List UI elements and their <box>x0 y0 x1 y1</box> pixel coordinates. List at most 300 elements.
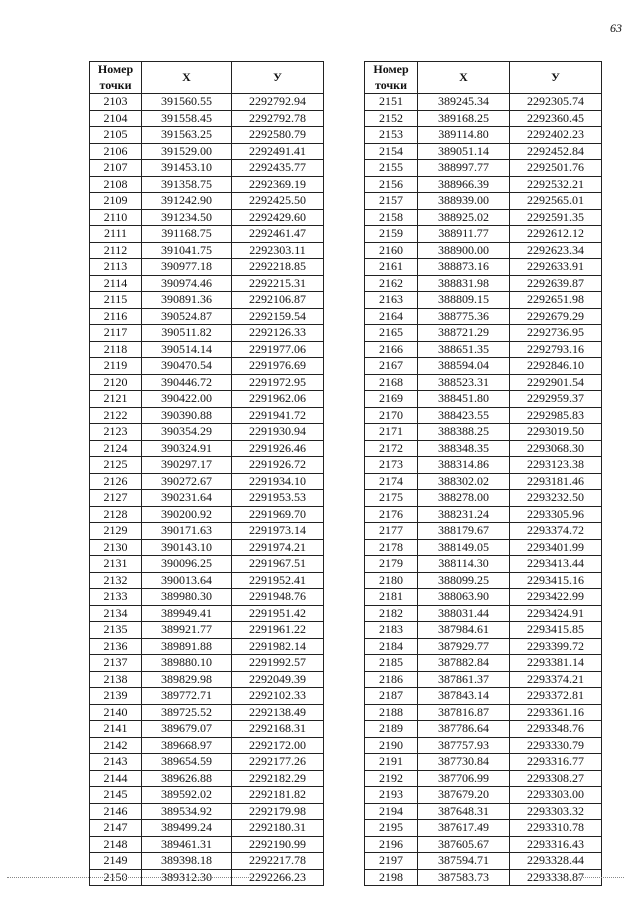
coordinates-table-left <box>89 61 324 886</box>
cell-point-number: 2160 <box>365 242 418 259</box>
cell-point-number: 2105 <box>90 127 142 144</box>
table-row <box>90 209 324 226</box>
table-row <box>365 820 602 837</box>
cell-point-number: 2139 <box>90 688 142 705</box>
cell-point-number: 2138 <box>90 671 142 688</box>
cell-x: 387843.14 <box>418 688 510 705</box>
table-row <box>90 589 324 606</box>
cell-y: 2293399.72 <box>510 638 602 655</box>
table-row <box>365 490 602 507</box>
cell-y: 2293338.87 <box>510 869 602 886</box>
cell-y: 2293308.27 <box>510 770 602 787</box>
table-row <box>90 704 324 721</box>
cell-x: 389921.77 <box>142 622 232 639</box>
table-row <box>90 754 324 771</box>
table-row <box>365 226 602 243</box>
cell-point-number: 2155 <box>365 160 418 177</box>
cell-point-number: 2195 <box>365 820 418 837</box>
cell-y: 2293415.85 <box>510 622 602 639</box>
table-row <box>365 127 602 144</box>
cell-point-number: 2190 <box>365 737 418 754</box>
cell-point-number: 2110 <box>90 209 142 226</box>
cell-x: 390096.25 <box>142 556 232 573</box>
cell-point-number: 2192 <box>365 770 418 787</box>
cell-y: 2292138.49 <box>232 704 324 721</box>
cell-x: 389725.52 <box>142 704 232 721</box>
table-row <box>365 143 602 160</box>
cell-y: 2293316.43 <box>510 836 602 853</box>
cell-point-number: 2119 <box>90 358 142 375</box>
cell-y: 2292305.74 <box>510 94 602 111</box>
cell-x: 391358.75 <box>142 176 232 193</box>
cell-point-number: 2181 <box>365 589 418 606</box>
table-row <box>90 671 324 688</box>
table-row <box>365 638 602 655</box>
cell-y: 2292181.82 <box>232 787 324 804</box>
table-row <box>365 704 602 721</box>
cell-y: 2292651.98 <box>510 292 602 309</box>
table-row <box>365 292 602 309</box>
cell-y: 2293415.16 <box>510 572 602 589</box>
cell-y: 2291969.70 <box>232 506 324 523</box>
cell-point-number: 2142 <box>90 737 142 754</box>
table-row <box>90 176 324 193</box>
cell-y: 2292792.94 <box>232 94 324 111</box>
cell-point-number: 2108 <box>90 176 142 193</box>
table-row <box>365 176 602 193</box>
cell-x: 389461.31 <box>142 836 232 853</box>
cell-x: 387786.64 <box>418 721 510 738</box>
cell-point-number: 2125 <box>90 457 142 474</box>
cell-y: 2292425.50 <box>232 193 324 210</box>
cell-x: 388179.67 <box>418 523 510 540</box>
cell-y: 2292565.01 <box>510 193 602 210</box>
cell-y: 2292461.47 <box>232 226 324 243</box>
cell-x: 390013.64 <box>142 572 232 589</box>
cell-x: 388721.29 <box>418 325 510 342</box>
table-row <box>90 787 324 804</box>
cell-y: 2291967.51 <box>232 556 324 573</box>
table-row <box>365 622 602 639</box>
cell-point-number: 2169 <box>365 391 418 408</box>
table-row <box>365 803 602 820</box>
cell-point-number: 2196 <box>365 836 418 853</box>
cell-y: 2293232.50 <box>510 490 602 507</box>
cell-point-number: 2130 <box>90 539 142 556</box>
cell-point-number: 2175 <box>365 490 418 507</box>
cell-point-number: 2157 <box>365 193 418 210</box>
cell-point-number: 2132 <box>90 572 142 589</box>
cell-x: 388388.25 <box>418 424 510 441</box>
cell-x: 388302.02 <box>418 473 510 490</box>
table-row <box>90 160 324 177</box>
table-row <box>365 341 602 358</box>
cell-y: 2292452.84 <box>510 143 602 160</box>
table-row <box>90 688 324 705</box>
cell-point-number: 2147 <box>90 820 142 837</box>
table-row <box>90 407 324 424</box>
cell-x: 388523.31 <box>418 374 510 391</box>
table-row <box>90 836 324 853</box>
cell-y: 2292846.10 <box>510 358 602 375</box>
cell-x: 389880.10 <box>142 655 232 672</box>
cell-point-number: 2189 <box>365 721 418 738</box>
cell-point-number: 2180 <box>365 572 418 589</box>
cell-point-number: 2154 <box>365 143 418 160</box>
table-row <box>90 853 324 870</box>
table-row <box>90 424 324 441</box>
cell-y: 2292180.31 <box>232 820 324 837</box>
table-row <box>365 506 602 523</box>
cell-y: 2293422.99 <box>510 589 602 606</box>
table-row <box>365 160 602 177</box>
cell-point-number: 2104 <box>90 110 142 127</box>
cell-y: 2292491.41 <box>232 143 324 160</box>
cell-y: 2292633.91 <box>510 259 602 276</box>
cell-point-number: 2170 <box>365 407 418 424</box>
cell-point-number: 2194 <box>365 803 418 820</box>
cell-y: 2292402.23 <box>510 127 602 144</box>
cell-x: 391234.50 <box>142 209 232 226</box>
cell-x: 388314.86 <box>418 457 510 474</box>
cell-point-number: 2174 <box>365 473 418 490</box>
footer-divider <box>578 877 624 878</box>
cell-point-number: 2115 <box>90 292 142 309</box>
cell-point-number: 2177 <box>365 523 418 540</box>
cell-x: 388348.35 <box>418 440 510 457</box>
table-row <box>365 655 602 672</box>
cell-x: 388775.36 <box>418 308 510 325</box>
cell-y: 2292623.34 <box>510 242 602 259</box>
table-row <box>90 275 324 292</box>
cell-x: 391560.55 <box>142 94 232 111</box>
cell-x: 388809.15 <box>418 292 510 309</box>
cell-y: 2293381.14 <box>510 655 602 672</box>
cell-x: 387861.37 <box>418 671 510 688</box>
cell-x: 390470.54 <box>142 358 232 375</box>
cell-y: 2291930.94 <box>232 424 324 441</box>
cell-point-number: 2158 <box>365 209 418 226</box>
cell-point-number: 2103 <box>90 94 142 111</box>
cell-x: 389654.59 <box>142 754 232 771</box>
cell-point-number: 2149 <box>90 853 142 870</box>
cell-point-number: 2112 <box>90 242 142 259</box>
table-row <box>365 275 602 292</box>
header-number-line1: Номер <box>373 62 409 76</box>
table-row <box>365 787 602 804</box>
cell-point-number: 2167 <box>365 358 418 375</box>
cell-point-number: 2137 <box>90 655 142 672</box>
table-row <box>90 374 324 391</box>
cell-y: 2292182.29 <box>232 770 324 787</box>
cell-point-number: 2183 <box>365 622 418 639</box>
cell-y: 2292501.76 <box>510 160 602 177</box>
cell-y: 2292435.77 <box>232 160 324 177</box>
cell-y: 2292217.78 <box>232 853 324 870</box>
cell-y: 2291926.46 <box>232 440 324 457</box>
cell-x: 387706.99 <box>418 770 510 787</box>
cell-point-number: 2159 <box>365 226 418 243</box>
table-row <box>90 605 324 622</box>
cell-x: 387757.93 <box>418 737 510 754</box>
cell-x: 387984.61 <box>418 622 510 639</box>
cell-x: 389245.34 <box>418 94 510 111</box>
cell-y: 2292901.54 <box>510 374 602 391</box>
cell-y: 2292429.60 <box>232 209 324 226</box>
page-number: 63 <box>610 21 622 35</box>
cell-x: 389668.97 <box>142 737 232 754</box>
cell-point-number: 2156 <box>365 176 418 193</box>
cell-x: 387730.84 <box>418 754 510 771</box>
cell-y: 2291951.42 <box>232 605 324 622</box>
cell-y: 2292218.85 <box>232 259 324 276</box>
cell-point-number: 2173 <box>365 457 418 474</box>
cell-x: 391242.90 <box>142 193 232 210</box>
cell-x: 390324.91 <box>142 440 232 457</box>
cell-point-number: 2122 <box>90 407 142 424</box>
cell-point-number: 2135 <box>90 622 142 639</box>
cell-y: 2291962.06 <box>232 391 324 408</box>
cell-y: 2291976.69 <box>232 358 324 375</box>
cell-y: 2291974.21 <box>232 539 324 556</box>
cell-y: 2292679.29 <box>510 308 602 325</box>
table-row <box>90 820 324 837</box>
table-row <box>90 226 324 243</box>
cell-point-number: 2191 <box>365 754 418 771</box>
cell-x: 390524.87 <box>142 308 232 325</box>
table-row <box>365 358 602 375</box>
cell-x: 387648.31 <box>418 803 510 820</box>
cell-y: 2292532.21 <box>510 176 602 193</box>
table-row <box>365 407 602 424</box>
table-row <box>90 622 324 639</box>
cell-y: 2293181.46 <box>510 473 602 490</box>
table-row <box>90 440 324 457</box>
cell-y: 2292612.12 <box>510 226 602 243</box>
cell-y: 2293330.79 <box>510 737 602 754</box>
table-row <box>90 193 324 210</box>
cell-y: 2292168.31 <box>232 721 324 738</box>
cell-point-number: 2184 <box>365 638 418 655</box>
cell-x: 388966.39 <box>418 176 510 193</box>
cell-point-number: 2150 <box>90 869 142 886</box>
cell-x: 389891.88 <box>142 638 232 655</box>
cell-y: 2293305.96 <box>510 506 602 523</box>
cell-point-number: 2113 <box>90 259 142 276</box>
table-row <box>365 473 602 490</box>
cell-x: 389114.80 <box>418 127 510 144</box>
cell-x: 390446.72 <box>142 374 232 391</box>
cell-y: 2292985.83 <box>510 407 602 424</box>
cell-x: 388451.80 <box>418 391 510 408</box>
table-row <box>365 671 602 688</box>
cell-point-number: 2134 <box>90 605 142 622</box>
cell-point-number: 2133 <box>90 589 142 606</box>
table-row <box>90 110 324 127</box>
cell-y: 2291941.72 <box>232 407 324 424</box>
table-row <box>90 638 324 655</box>
cell-y: 2293401.99 <box>510 539 602 556</box>
cell-x: 390297.17 <box>142 457 232 474</box>
table-row <box>90 523 324 540</box>
cell-x: 390422.00 <box>142 391 232 408</box>
cell-y: 2292793.16 <box>510 341 602 358</box>
cell-y: 2293348.76 <box>510 721 602 738</box>
cell-point-number: 2124 <box>90 440 142 457</box>
cell-y: 2292303.11 <box>232 242 324 259</box>
table-row <box>365 308 602 325</box>
cell-y: 2292591.35 <box>510 209 602 226</box>
cell-x: 389534.92 <box>142 803 232 820</box>
cell-x: 389980.30 <box>142 589 232 606</box>
cell-point-number: 2126 <box>90 473 142 490</box>
cell-x: 390390.88 <box>142 407 232 424</box>
cell-y: 2292736.95 <box>510 325 602 342</box>
table-row <box>365 374 602 391</box>
cell-y: 2292190.99 <box>232 836 324 853</box>
table-row <box>90 556 324 573</box>
cell-point-number: 2163 <box>365 292 418 309</box>
cell-point-number: 2168 <box>365 374 418 391</box>
table-row <box>90 457 324 474</box>
cell-x: 390231.64 <box>142 490 232 507</box>
table-row <box>365 572 602 589</box>
cell-point-number: 2131 <box>90 556 142 573</box>
cell-point-number: 2198 <box>365 869 418 886</box>
cell-x: 391558.45 <box>142 110 232 127</box>
table-row <box>90 242 324 259</box>
cell-x: 391563.25 <box>142 127 232 144</box>
cell-y: 2293372.81 <box>510 688 602 705</box>
cell-point-number: 2148 <box>90 836 142 853</box>
table-row <box>365 259 602 276</box>
cell-x: 388099.25 <box>418 572 510 589</box>
cell-point-number: 2186 <box>365 671 418 688</box>
table-header-row <box>90 62 324 94</box>
table-row <box>90 539 324 556</box>
cell-point-number: 2117 <box>90 325 142 342</box>
cell-y: 2293019.50 <box>510 424 602 441</box>
table-row <box>365 853 602 870</box>
table-row <box>90 473 324 490</box>
cell-point-number: 2123 <box>90 424 142 441</box>
cell-point-number: 2143 <box>90 754 142 771</box>
cell-x: 389499.24 <box>142 820 232 837</box>
cell-x: 388423.55 <box>418 407 510 424</box>
cell-x: 387617.49 <box>418 820 510 837</box>
header-number-line2: точки <box>374 77 408 92</box>
table-row <box>365 209 602 226</box>
cell-point-number: 2182 <box>365 605 418 622</box>
cell-x: 390514.14 <box>142 341 232 358</box>
cell-x: 388925.02 <box>418 209 510 226</box>
cell-y: 2291961.22 <box>232 622 324 639</box>
cell-point-number: 2109 <box>90 193 142 210</box>
cell-point-number: 2193 <box>365 787 418 804</box>
cell-x: 388114.30 <box>418 556 510 573</box>
table-row <box>365 457 602 474</box>
cell-x: 389949.41 <box>142 605 232 622</box>
cell-x: 388831.98 <box>418 275 510 292</box>
cell-point-number: 2136 <box>90 638 142 655</box>
cell-point-number: 2161 <box>365 259 418 276</box>
cell-y: 2293328.44 <box>510 853 602 870</box>
cell-y: 2292172.00 <box>232 737 324 754</box>
table-row <box>365 589 602 606</box>
cell-x: 390511.82 <box>142 325 232 342</box>
cell-point-number: 2120 <box>90 374 142 391</box>
cell-x: 390200.92 <box>142 506 232 523</box>
cell-y: 2293424.91 <box>510 605 602 622</box>
cell-x: 389312.30 <box>142 869 232 886</box>
cell-point-number: 2111 <box>90 226 142 243</box>
cell-x: 389679.07 <box>142 721 232 738</box>
cell-y: 2293123.38 <box>510 457 602 474</box>
cell-x: 388594.04 <box>418 358 510 375</box>
cell-y: 2291982.14 <box>232 638 324 655</box>
table-row <box>365 721 602 738</box>
cell-y: 2291934.10 <box>232 473 324 490</box>
cell-y: 2292266.23 <box>232 869 324 886</box>
cell-y: 2292639.87 <box>510 275 602 292</box>
table-row <box>90 803 324 820</box>
cell-x: 389168.25 <box>418 110 510 127</box>
cell-point-number: 2146 <box>90 803 142 820</box>
cell-point-number: 2172 <box>365 440 418 457</box>
cell-x: 391453.10 <box>142 160 232 177</box>
cell-y: 2292179.98 <box>232 803 324 820</box>
table-row <box>90 358 324 375</box>
table-row <box>365 869 602 886</box>
table-row <box>90 721 324 738</box>
table-row <box>365 110 602 127</box>
cell-y: 2293068.30 <box>510 440 602 457</box>
cell-x: 389626.88 <box>142 770 232 787</box>
cell-y: 2291992.57 <box>232 655 324 672</box>
table-row <box>365 754 602 771</box>
header-point-number <box>365 62 418 94</box>
cell-point-number: 2153 <box>365 127 418 144</box>
cell-y: 2291926.72 <box>232 457 324 474</box>
table-row <box>90 770 324 787</box>
table-row <box>90 572 324 589</box>
table-row <box>365 770 602 787</box>
table-row <box>365 424 602 441</box>
cell-x: 387594.71 <box>418 853 510 870</box>
cell-point-number: 2162 <box>365 275 418 292</box>
cell-point-number: 2121 <box>90 391 142 408</box>
table-row <box>365 193 602 210</box>
table-row <box>90 391 324 408</box>
cell-point-number: 2165 <box>365 325 418 342</box>
cell-point-number: 2187 <box>365 688 418 705</box>
table-row <box>90 655 324 672</box>
table-row <box>365 688 602 705</box>
table-row <box>90 94 324 111</box>
table-row <box>365 242 602 259</box>
cell-x: 389829.98 <box>142 671 232 688</box>
table-header-row <box>365 62 602 94</box>
cell-x: 388278.00 <box>418 490 510 507</box>
cell-point-number: 2171 <box>365 424 418 441</box>
cell-y: 2291972.95 <box>232 374 324 391</box>
table-row <box>90 737 324 754</box>
cell-point-number: 2127 <box>90 490 142 507</box>
cell-y: 2293303.32 <box>510 803 602 820</box>
cell-y: 2293310.78 <box>510 820 602 837</box>
cell-y: 2292959.37 <box>510 391 602 408</box>
table-row <box>365 836 602 853</box>
